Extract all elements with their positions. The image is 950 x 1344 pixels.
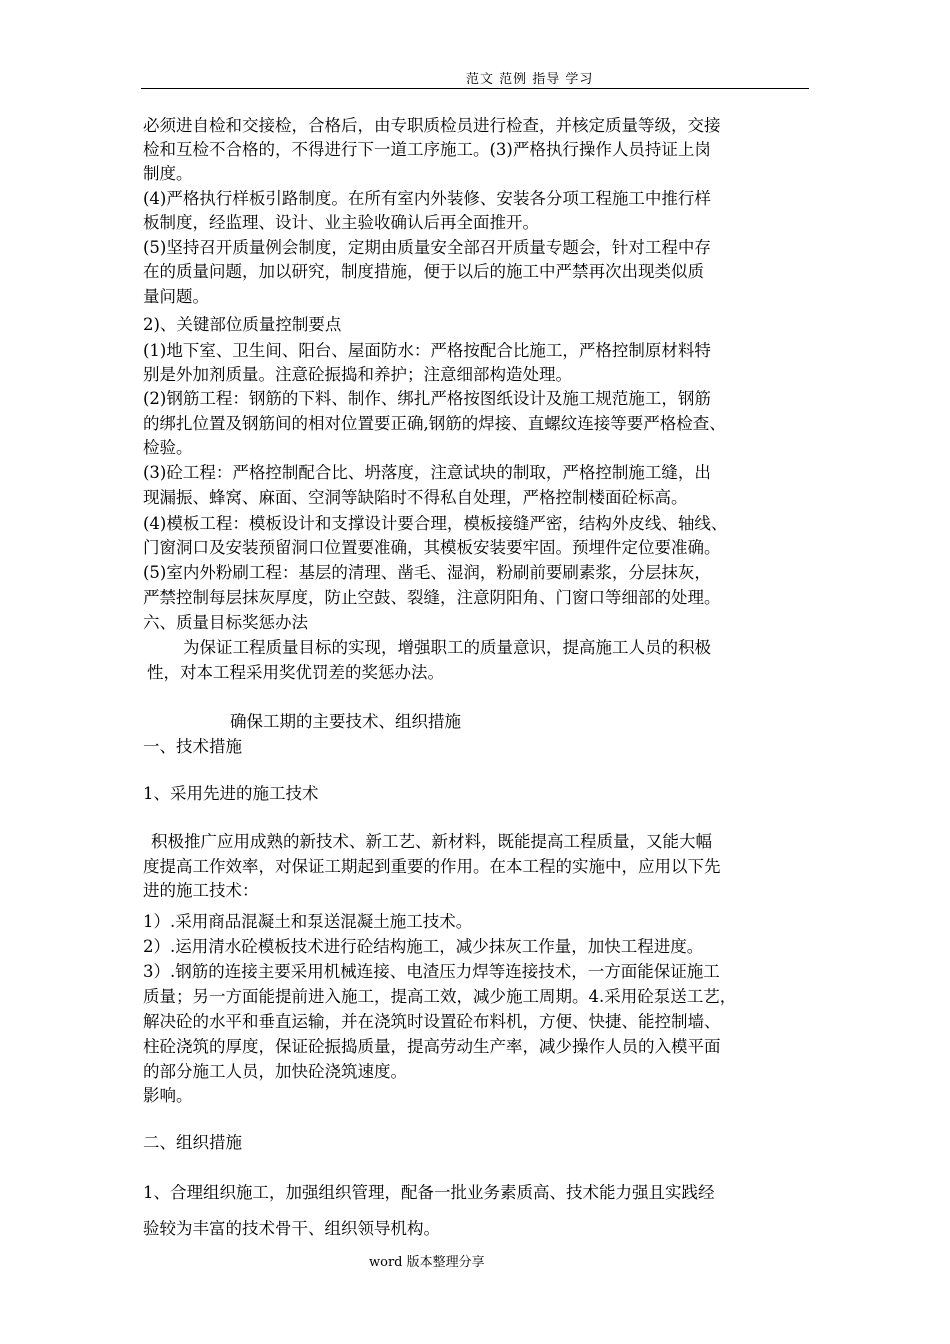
text-line: 3）.钢筋的连接主要采用机械连接、电渣压力焊等连接技术，一方面能保证施工 [143,962,720,981]
text-line: 必须进自检和交接检，合格后，由专职质检员进行检查，并核定质量等级，交接 [143,116,721,135]
text-line: 检和互检不合格的，不得进行下一道工序施工。(3)严格执行操作人员持证上岗 [143,140,711,159]
text-line: 柱砼浇筑的厚度，保证砼振捣质量，提高劳动生产率，减少操作人员的入模平面 [143,1037,721,1056]
text-line: 进的施工技术： [143,881,259,900]
text-line: (4)严格执行样板引路制度。在所有室内外装修、安装各分项工程施工中推行样 [143,189,711,208]
text-line: 别是外加剂质量。注意砼振捣和养护；注意细部构造处理。 [143,365,572,384]
text-line: (1)地下室、卫生间、阳台、屋面防水：严格按配合比施工，严格控制原材料特 [143,341,711,360]
section-heading: 二、组织措施 [143,1133,242,1152]
text-line: 2）.运用清水砼模板技术进行砼结构施工，减少抹灰工作量，加快工程进度。 [143,937,704,956]
text-line: 现漏振、蜂窝、麻面、空洞等缺陷时不得私自处理，严格控制楼面砼标高。 [143,488,688,507]
text-line: (5)室内外粉刷工程：基层的清理、凿毛、湿润，粉刷前要刷素浆，分层抹灰， [143,563,711,582]
text-line: 量问题。 [143,287,209,306]
text-line: (5)坚持召开质量例会制度，定期由质量安全部召开质量专题会，针对工程中存 [143,238,711,257]
section-title: 确保工期的主要技术、组织措施 [230,712,461,731]
section-heading: 1、采用先进的施工技术 [143,784,319,803]
text-line: 检验。 [143,438,193,457]
text-line: 1、合理组织施工，加强组织管理，配备一批业务素质高、技术能力强且实践经 [143,1183,715,1202]
text-line: (2)钢筋工程：钢筋的下料、制作、绑扎严格按图纸设计及施工规范施工，钢筋 [143,389,711,408]
text-line: 严禁控制每层抹灰厚度，防止空鼓、裂缝，注意阴阳角、门窗口等细部的处理。 [143,588,721,607]
text-line: 门窗洞口及安装预留洞口位置要准确，其模板安装要牢固。预埋件定位要准确。 [143,538,721,557]
text-line: 制度。 [143,164,193,183]
text-line: 积极推广应用成熟的新技术、新工艺、新材料，既能提高工程质量，又能大幅 [151,832,712,851]
page-header: 范文 范例 指导 学习 [466,72,594,87]
text-line: 度提高工作效率，对保证工期起到重要的作用。在本工程的实施中，应用以下先 [143,857,721,876]
text-line: (3)砼工程：严格控制配合比、坍落度，注意试块的制取，严格控制施工缝，出 [143,463,711,482]
page-footer: word 版本整理分享 [369,1255,485,1270]
section-heading: 一、技术措施 [143,737,242,756]
text-line: 性，对本工程采用奖优罚差的奖惩办法。 [147,663,444,682]
text-line: (4)模板工程：模板设计和支撑设计要合理，模板接缝严密，结构外皮线、轴线、 [143,514,728,533]
header-rule [141,88,809,89]
section-heading: 2)、关键部位质量控制要点 [143,315,342,334]
text-line: 1）.采用商品混凝土和泵送混凝土施工技术。 [143,912,473,931]
text-line: 影响。 [143,1086,193,1105]
text-line: 的部分施工人员，加快砼浇筑速度。 [143,1062,407,1081]
text-line: 质量；另一方面能提前进入施工，提高工效，减少施工周期。4.采用砼泵送工艺， [143,987,737,1006]
text-line: 解决砼的水平和垂直运输，并在浇筑时设置砼布料机，方便、快捷、能控制墙、 [143,1012,721,1031]
text-line: 在的质量问题，加以研究，制度措施，便于以后的施工中严禁再次出现类似质 [143,262,704,281]
text-line: 的绑扎位置及钢筋间的相对位置要正确,钢筋的焊接、直螺纹连接等要严格检查、 [143,414,726,433]
text-line: 验较为丰富的技术骨干、组织领导机构。 [143,1219,440,1238]
section-heading: 六、质量目标奖惩办法 [143,613,308,632]
text-line: 板制度，经监理、设计、业主验收确认后再全面推开。 [143,213,539,232]
text-line: 为保证工程质量目标的实现，增强职工的质量意识，提高施工人员的积极 [183,638,711,657]
